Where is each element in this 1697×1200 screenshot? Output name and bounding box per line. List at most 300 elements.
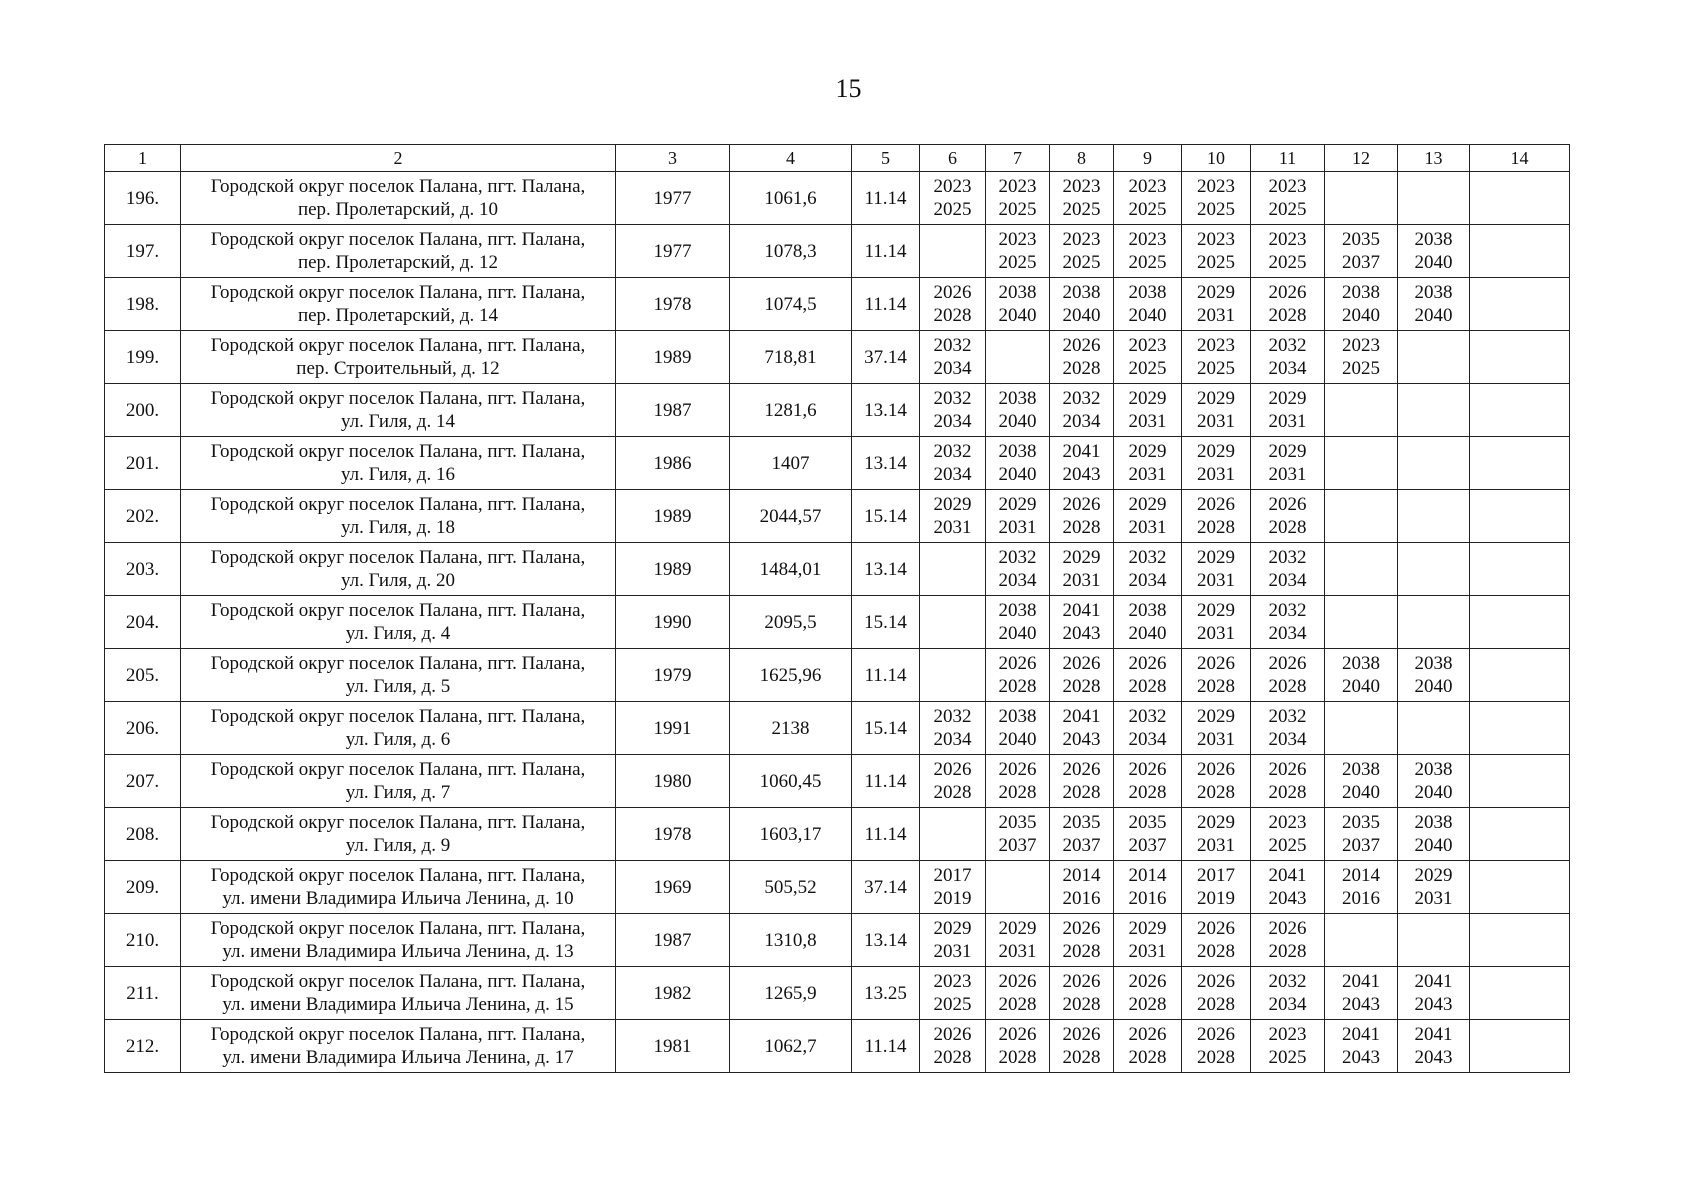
period-cell bbox=[1398, 808, 1470, 861]
period-cell bbox=[986, 543, 1050, 596]
table-row bbox=[105, 1020, 1570, 1073]
period-start: 2029 bbox=[1197, 706, 1235, 727]
period-end: 2037 bbox=[1342, 835, 1380, 856]
column-14-cell bbox=[1470, 914, 1570, 967]
column-14-cell bbox=[1470, 967, 1570, 1020]
period-start: 2026 bbox=[1197, 971, 1235, 992]
row-number: 201. bbox=[105, 437, 181, 490]
period-cell bbox=[1050, 808, 1114, 861]
period-cell bbox=[1050, 1020, 1114, 1073]
period-end: 2028 bbox=[1268, 305, 1307, 326]
period-cell bbox=[1182, 967, 1251, 1020]
period-end: 2028 bbox=[1128, 1047, 1167, 1068]
period-cell bbox=[920, 437, 986, 490]
year-built: 1980 bbox=[616, 755, 730, 808]
period-cell bbox=[986, 172, 1050, 225]
period-end: 2028 bbox=[1062, 676, 1101, 697]
table-row bbox=[105, 384, 1570, 437]
period-cell bbox=[1325, 702, 1398, 755]
period-cell bbox=[986, 331, 1050, 384]
period-cell bbox=[1114, 967, 1182, 1020]
period-end: 2037 bbox=[1342, 252, 1380, 273]
period-cell bbox=[920, 1020, 986, 1073]
address-cell bbox=[181, 172, 616, 225]
period-cell bbox=[1182, 384, 1251, 437]
year-built: 1990 bbox=[616, 596, 730, 649]
period-end: 2028 bbox=[1062, 1047, 1101, 1068]
column-14-cell bbox=[1470, 172, 1570, 225]
period-cell bbox=[1114, 861, 1182, 914]
period-cell bbox=[920, 702, 986, 755]
period-start: 2032 bbox=[1268, 547, 1307, 568]
address-line-1: Городской округ поселок Палана, пгт. Палана, bbox=[210, 176, 586, 197]
period-end: 2025 bbox=[1197, 199, 1235, 220]
period-start: 2029 bbox=[1197, 812, 1235, 833]
period-end: 2028 bbox=[1197, 1047, 1235, 1068]
period-cell bbox=[1251, 914, 1325, 967]
period-cell bbox=[1398, 967, 1470, 1020]
total-area: 1281,6 bbox=[730, 384, 852, 437]
address-line-1: Городской округ поселок Палана, пгт. Палана, bbox=[210, 812, 586, 833]
period-end: 2028 bbox=[1128, 994, 1167, 1015]
code-cell: 13.14 bbox=[852, 543, 920, 596]
address-line-2: ул. имени Владимира Ильича Ленина, д. 17 bbox=[222, 1047, 574, 1068]
period-end: 2040 bbox=[1342, 305, 1380, 326]
period-cell bbox=[986, 225, 1050, 278]
address-line-2: ул. имени Владимира Ильича Ленина, д. 15 bbox=[222, 994, 574, 1015]
period-start: 2026 bbox=[1268, 282, 1307, 303]
period-end: 2025 bbox=[1342, 358, 1380, 379]
address-line-2: ул. Гиля, д. 5 bbox=[345, 676, 451, 697]
period-start: 2029 bbox=[1062, 547, 1101, 568]
total-area: 718,81 bbox=[730, 331, 852, 384]
column-14-cell bbox=[1470, 808, 1570, 861]
period-start: 2026 bbox=[933, 759, 972, 780]
year-built: 1989 bbox=[616, 543, 730, 596]
period-cell bbox=[1398, 755, 1470, 808]
period-start: 2029 bbox=[1128, 918, 1167, 939]
address-cell bbox=[181, 596, 616, 649]
period-start: 2038 bbox=[998, 600, 1037, 621]
code-cell: 11.14 bbox=[852, 278, 920, 331]
period-cell bbox=[1050, 914, 1114, 967]
column-14-cell bbox=[1470, 225, 1570, 278]
period-start: 2026 bbox=[1062, 494, 1101, 515]
period-cell bbox=[1251, 808, 1325, 861]
period-end: 2028 bbox=[1268, 676, 1307, 697]
period-cell bbox=[1398, 225, 1470, 278]
period-cell bbox=[1398, 278, 1470, 331]
total-area: 2044,57 bbox=[730, 490, 852, 543]
address-line-2: пер. Пролетарский, д. 10 bbox=[297, 199, 499, 220]
period-start: 2032 bbox=[1268, 706, 1307, 727]
period-start: 2026 bbox=[933, 1024, 972, 1045]
period-cell bbox=[920, 967, 986, 1020]
address-line-2: ул. Гиля, д. 7 bbox=[345, 782, 451, 803]
period-cell bbox=[920, 331, 986, 384]
period-end: 2040 bbox=[998, 411, 1037, 432]
address-cell bbox=[181, 861, 616, 914]
period-cell bbox=[1050, 331, 1114, 384]
period-start: 2026 bbox=[1197, 1024, 1235, 1045]
period-start: 2017 bbox=[933, 865, 972, 886]
period-start: 2026 bbox=[1062, 971, 1101, 992]
period-end: 2034 bbox=[1062, 411, 1101, 432]
address-line-1: Городской округ поселок Палана, пгт. Палана, bbox=[210, 547, 586, 568]
period-start: 2029 bbox=[1197, 600, 1235, 621]
total-area: 1603,17 bbox=[730, 808, 852, 861]
period-end: 2031 bbox=[1128, 517, 1167, 538]
period-cell bbox=[1325, 490, 1398, 543]
period-start: 2026 bbox=[1062, 759, 1101, 780]
period-cell bbox=[1182, 808, 1251, 861]
period-start: 2041 bbox=[1062, 706, 1101, 727]
period-end: 2043 bbox=[1062, 729, 1101, 750]
period-end: 2037 bbox=[1062, 835, 1101, 856]
period-start: 2026 bbox=[1268, 653, 1307, 674]
period-start: 2038 bbox=[998, 282, 1037, 303]
year-built: 1987 bbox=[616, 914, 730, 967]
table-row bbox=[105, 437, 1570, 490]
total-area: 2138 bbox=[730, 702, 852, 755]
period-cell bbox=[1325, 861, 1398, 914]
row-number: 204. bbox=[105, 596, 181, 649]
address-line-1: Городской округ поселок Палана, пгт. Палана, bbox=[210, 653, 586, 674]
period-end: 2034 bbox=[933, 464, 972, 485]
period-end: 2028 bbox=[1062, 782, 1101, 803]
row-number: 210. bbox=[105, 914, 181, 967]
table-row bbox=[105, 331, 1570, 384]
period-start: 2041 bbox=[1342, 1024, 1380, 1045]
period-end: 2034 bbox=[1128, 729, 1167, 750]
period-start: 2026 bbox=[1062, 918, 1101, 939]
column-header-8: 8 bbox=[1050, 145, 1114, 172]
period-cell bbox=[1325, 172, 1398, 225]
period-end: 2040 bbox=[1414, 305, 1453, 326]
column-14-cell bbox=[1470, 490, 1570, 543]
period-start: 2029 bbox=[1128, 388, 1167, 409]
period-cell bbox=[1182, 914, 1251, 967]
period-end: 2016 bbox=[1062, 888, 1101, 909]
period-cell bbox=[1182, 543, 1251, 596]
total-area: 1265,9 bbox=[730, 967, 852, 1020]
period-end: 2031 bbox=[1268, 411, 1307, 432]
period-end: 2028 bbox=[1268, 782, 1307, 803]
period-start: 2029 bbox=[998, 918, 1037, 939]
period-cell bbox=[1325, 967, 1398, 1020]
period-start: 2032 bbox=[1268, 971, 1307, 992]
period-start: 2038 bbox=[1342, 759, 1380, 780]
period-start: 2026 bbox=[1197, 494, 1235, 515]
column-14-cell bbox=[1470, 543, 1570, 596]
code-cell: 11.14 bbox=[852, 755, 920, 808]
period-start: 2023 bbox=[1197, 176, 1235, 197]
period-end: 2025 bbox=[998, 199, 1037, 220]
period-cell bbox=[1325, 649, 1398, 702]
period-start: 2026 bbox=[1128, 971, 1167, 992]
period-cell bbox=[1398, 384, 1470, 437]
period-end: 2025 bbox=[1197, 252, 1235, 273]
address-cell bbox=[181, 967, 616, 1020]
period-start: 2029 bbox=[1197, 547, 1235, 568]
period-start: 2035 bbox=[998, 812, 1037, 833]
period-cell bbox=[1325, 331, 1398, 384]
period-cell bbox=[1325, 1020, 1398, 1073]
period-cell bbox=[1182, 490, 1251, 543]
period-cell bbox=[920, 543, 986, 596]
period-end: 2019 bbox=[933, 888, 972, 909]
period-cell bbox=[1251, 543, 1325, 596]
period-end: 2040 bbox=[998, 305, 1037, 326]
period-cell bbox=[1251, 437, 1325, 490]
code-cell: 15.14 bbox=[852, 490, 920, 543]
period-end: 2028 bbox=[1197, 941, 1235, 962]
period-end: 2034 bbox=[1268, 623, 1307, 644]
row-number: 202. bbox=[105, 490, 181, 543]
year-built: 1987 bbox=[616, 384, 730, 437]
period-start: 2038 bbox=[1062, 282, 1101, 303]
period-cell bbox=[1398, 543, 1470, 596]
period-end: 2025 bbox=[1128, 252, 1167, 273]
period-end: 2040 bbox=[1414, 252, 1453, 273]
code-cell: 13.14 bbox=[852, 914, 920, 967]
period-end: 2028 bbox=[933, 1047, 972, 1068]
period-end: 2025 bbox=[1268, 252, 1307, 273]
period-cell bbox=[920, 914, 986, 967]
column-header-12: 12 bbox=[1325, 145, 1398, 172]
period-cell bbox=[1182, 649, 1251, 702]
period-start: 2038 bbox=[1128, 600, 1167, 621]
period-cell bbox=[1114, 172, 1182, 225]
period-cell bbox=[1182, 861, 1251, 914]
period-start: 2023 bbox=[1197, 335, 1235, 356]
period-start: 2023 bbox=[998, 229, 1037, 250]
column-header-14: 14 bbox=[1470, 145, 1570, 172]
period-end: 2031 bbox=[933, 517, 972, 538]
period-start: 2032 bbox=[933, 706, 972, 727]
period-end: 2028 bbox=[998, 994, 1037, 1015]
address-line-2: ул. Гиля, д. 9 bbox=[345, 835, 451, 856]
period-cell bbox=[986, 702, 1050, 755]
total-area: 1074,5 bbox=[730, 278, 852, 331]
table-row bbox=[105, 967, 1570, 1020]
period-cell bbox=[1050, 543, 1114, 596]
period-end: 2028 bbox=[1197, 994, 1235, 1015]
column-header-row bbox=[105, 145, 1570, 172]
period-end: 2037 bbox=[1128, 835, 1167, 856]
year-built: 1969 bbox=[616, 861, 730, 914]
period-cell bbox=[986, 808, 1050, 861]
period-start: 2038 bbox=[1342, 653, 1380, 674]
period-cell bbox=[1251, 490, 1325, 543]
period-start: 2014 bbox=[1062, 865, 1101, 886]
address-line-1: Городской округ поселок Палана, пгт. Палана, bbox=[210, 759, 586, 780]
period-end: 2028 bbox=[1128, 676, 1167, 697]
total-area: 1625,96 bbox=[730, 649, 852, 702]
total-area: 1484,01 bbox=[730, 543, 852, 596]
period-start: 2029 bbox=[1414, 865, 1453, 886]
period-start: 2023 bbox=[1128, 229, 1167, 250]
period-cell bbox=[1251, 861, 1325, 914]
period-cell bbox=[1050, 278, 1114, 331]
address-line-2: пер. Пролетарский, д. 12 bbox=[297, 252, 499, 273]
address-cell bbox=[181, 225, 616, 278]
period-cell bbox=[1050, 861, 1114, 914]
period-cell bbox=[1182, 172, 1251, 225]
period-cell bbox=[920, 596, 986, 649]
year-built: 1982 bbox=[616, 967, 730, 1020]
period-cell bbox=[1325, 596, 1398, 649]
period-cell bbox=[1114, 278, 1182, 331]
period-cell bbox=[1325, 437, 1398, 490]
period-cell bbox=[1114, 490, 1182, 543]
period-start: 2029 bbox=[1128, 494, 1167, 515]
address-cell bbox=[181, 702, 616, 755]
period-cell bbox=[1251, 225, 1325, 278]
period-end: 2025 bbox=[1268, 199, 1307, 220]
column-header-4: 4 bbox=[730, 145, 852, 172]
address-line-2: пер. Строительный, д. 12 bbox=[296, 358, 500, 379]
period-start: 2032 bbox=[1268, 335, 1307, 356]
period-start: 2014 bbox=[1128, 865, 1167, 886]
period-end: 2028 bbox=[1268, 517, 1307, 538]
period-end: 2031 bbox=[1414, 888, 1453, 909]
period-end: 2028 bbox=[998, 676, 1037, 697]
period-end: 2034 bbox=[1268, 994, 1307, 1015]
period-cell bbox=[1114, 755, 1182, 808]
period-cell bbox=[920, 755, 986, 808]
period-cell bbox=[1398, 596, 1470, 649]
period-start: 2032 bbox=[1268, 600, 1307, 621]
period-end: 2043 bbox=[1062, 464, 1101, 485]
code-cell: 11.14 bbox=[852, 172, 920, 225]
address-line-2: ул. Гиля, д. 16 bbox=[341, 464, 455, 485]
period-start: 2023 bbox=[998, 176, 1037, 197]
table-row bbox=[105, 225, 1570, 278]
year-built: 1977 bbox=[616, 225, 730, 278]
period-cell bbox=[1251, 702, 1325, 755]
code-cell: 15.14 bbox=[852, 596, 920, 649]
period-start: 2029 bbox=[933, 918, 972, 939]
housing-register-table bbox=[104, 144, 1570, 1073]
period-end: 2025 bbox=[1062, 199, 1101, 220]
period-end: 2019 bbox=[1197, 888, 1235, 909]
period-cell bbox=[1182, 755, 1251, 808]
period-end: 2031 bbox=[1197, 411, 1235, 432]
period-end: 2034 bbox=[933, 411, 972, 432]
address-cell bbox=[181, 808, 616, 861]
column-header-10: 10 bbox=[1182, 145, 1251, 172]
table-row bbox=[105, 649, 1570, 702]
period-cell bbox=[1398, 490, 1470, 543]
period-cell bbox=[1251, 172, 1325, 225]
period-end: 2028 bbox=[1197, 676, 1235, 697]
period-start: 2035 bbox=[1342, 812, 1380, 833]
period-start: 2038 bbox=[1414, 282, 1453, 303]
address-cell bbox=[181, 543, 616, 596]
period-start: 2023 bbox=[933, 176, 972, 197]
period-start: 2023 bbox=[1268, 812, 1307, 833]
address-cell bbox=[181, 1020, 616, 1073]
period-end: 2031 bbox=[1197, 623, 1235, 644]
period-start: 2032 bbox=[998, 547, 1037, 568]
period-start: 2032 bbox=[1128, 706, 1167, 727]
period-cell bbox=[1182, 1020, 1251, 1073]
period-start: 2026 bbox=[998, 653, 1037, 674]
period-start: 2026 bbox=[1268, 918, 1307, 939]
column-14-cell bbox=[1470, 861, 1570, 914]
column-header-5: 5 bbox=[852, 145, 920, 172]
period-start: 2026 bbox=[933, 282, 972, 303]
code-cell: 11.14 bbox=[852, 808, 920, 861]
period-start: 2038 bbox=[1128, 282, 1167, 303]
period-cell bbox=[920, 490, 986, 543]
period-end: 2031 bbox=[1197, 305, 1235, 326]
period-end: 2025 bbox=[998, 252, 1037, 273]
period-end: 2028 bbox=[1197, 782, 1235, 803]
column-header-3: 3 bbox=[616, 145, 730, 172]
period-cell bbox=[1050, 437, 1114, 490]
address-line-2: ул. Гиля, д. 18 bbox=[341, 517, 455, 538]
period-start: 2038 bbox=[1414, 759, 1453, 780]
period-end: 2016 bbox=[1128, 888, 1167, 909]
address-line-1: Городской округ поселок Палана, пгт. Палана, bbox=[210, 441, 586, 462]
total-area: 1062,7 bbox=[730, 1020, 852, 1073]
period-cell bbox=[1114, 543, 1182, 596]
period-end: 2040 bbox=[1128, 305, 1167, 326]
period-end: 2028 bbox=[933, 782, 972, 803]
period-start: 2023 bbox=[1197, 229, 1235, 250]
period-cell bbox=[1398, 331, 1470, 384]
period-cell bbox=[1251, 331, 1325, 384]
period-cell bbox=[1182, 596, 1251, 649]
period-end: 2040 bbox=[1128, 623, 1167, 644]
period-end: 2040 bbox=[1342, 676, 1380, 697]
period-cell bbox=[920, 225, 986, 278]
address-line-1: Городской округ поселок Палана, пгт. Палана, bbox=[210, 229, 586, 250]
address-cell bbox=[181, 914, 616, 967]
period-cell bbox=[1182, 278, 1251, 331]
period-start: 2041 bbox=[1268, 865, 1307, 886]
code-cell: 11.14 bbox=[852, 649, 920, 702]
period-start: 2035 bbox=[1062, 812, 1101, 833]
period-cell bbox=[1050, 172, 1114, 225]
year-built: 1989 bbox=[616, 490, 730, 543]
address-line-1: Городской округ поселок Палана, пгт. Палана, bbox=[210, 494, 586, 515]
period-cell bbox=[1182, 331, 1251, 384]
period-start: 2041 bbox=[1342, 971, 1380, 992]
period-end: 2025 bbox=[1128, 199, 1167, 220]
period-cell bbox=[1251, 967, 1325, 1020]
column-header-1: 1 bbox=[105, 145, 181, 172]
period-cell bbox=[1114, 437, 1182, 490]
period-cell bbox=[986, 437, 1050, 490]
period-start: 2038 bbox=[1342, 282, 1380, 303]
address-line-1: Городской округ поселок Палана, пгт. Палана, bbox=[210, 600, 586, 621]
period-start: 2032 bbox=[933, 335, 972, 356]
address-line-1: Городской округ поселок Палана, пгт. Палана, bbox=[210, 1024, 586, 1045]
period-end: 2025 bbox=[933, 199, 972, 220]
period-end: 2031 bbox=[1268, 464, 1307, 485]
period-start: 2026 bbox=[1062, 653, 1101, 674]
period-start: 2023 bbox=[1268, 229, 1307, 250]
period-start: 2026 bbox=[1128, 1024, 1167, 1045]
period-start: 2029 bbox=[933, 494, 972, 515]
address-cell bbox=[181, 490, 616, 543]
period-end: 2031 bbox=[1062, 570, 1101, 591]
period-end: 2040 bbox=[998, 729, 1037, 750]
year-built: 1981 bbox=[616, 1020, 730, 1073]
